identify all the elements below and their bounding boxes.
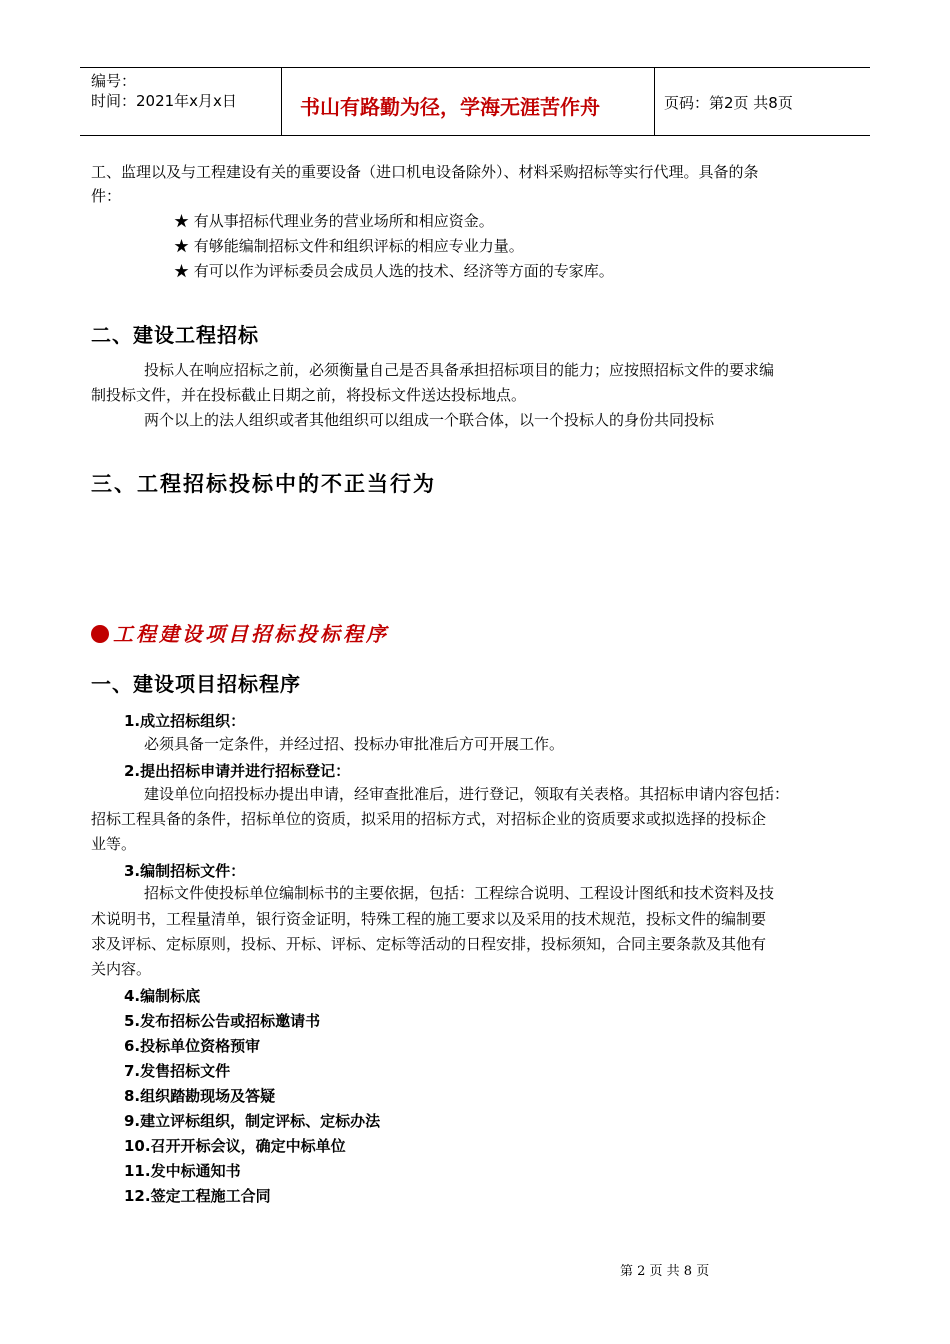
section-heading-2: 二、建设工程招标	[91, 323, 259, 347]
header-divider-right	[654, 67, 655, 136]
step-title: 6.投标单位资格预审	[124, 1037, 261, 1055]
step-text: 招标工程具备的条件，招标单位的资质，拟采用的招标方式，对招标企业的资质要求或拟选择的投标企	[91, 810, 767, 828]
header-motto: 书山有路勤为径，学海无涯苦作舟	[300, 95, 600, 119]
condition-item: ★ 有可以作为评标委员会成员人选的技术、经济等方面的专家库。	[174, 262, 614, 280]
step-title: 9.建立评标组织，制定评标、定标办法	[124, 1112, 381, 1130]
step-title: 3.编制招标文件：	[124, 862, 246, 880]
condition-item: ★ 有从事招标代理业务的营业场所和相应资金。	[174, 212, 494, 230]
step-title: 8.组织踏勘现场及答疑	[124, 1087, 276, 1105]
step-title: 4.编制标底	[124, 987, 201, 1005]
step-title: 7.发售招标文件	[124, 1062, 231, 1080]
procedure-heading: 一、建设项目招标程序	[91, 672, 301, 696]
section2-para1-line2: 制投标文件，并在投标截止日期之前，将投标文件送达投标地点。	[91, 386, 527, 404]
step-title: 5.发布招标公告或招标邀请书	[124, 1012, 321, 1030]
procedure-title-text: 工程建设项目招标投标程序	[113, 622, 389, 646]
step-text: 建设单位向招投标办提出申请，经审查批准后，进行登记，领取有关表格。其招标申请内容包括：	[144, 785, 790, 803]
red-bullet-icon	[91, 625, 109, 643]
section2-para1-line1: 投标人在响应招标之前，必须衡量自己是否具备承担招标项目的能力；应按照招标文件的要求编	[144, 361, 775, 379]
step-text: 必须具备一定条件，并经过招、投标办审批准后方可开展工作。	[144, 735, 565, 753]
step-title: 11.发中标通知书	[124, 1162, 241, 1180]
step-title: 1.成立招标组织：	[124, 712, 246, 730]
step-text: 术说明书，工程量清单，银行资金证明，特殊工程的施工要求以及采用的技术规范，投标文件的编制要	[91, 910, 767, 928]
step-text: 招标文件使投标单位编制标书的主要依据，包括：工程综合说明、工程设计图纸和技术资料及技	[144, 884, 775, 902]
header-divider-left	[281, 67, 282, 136]
header-bottom-rule	[80, 135, 870, 136]
page-footer: 第 2 页 共 8 页	[620, 1264, 710, 1279]
intro-line-2: 件：	[91, 187, 122, 205]
step-title: 10.召开开标会议，确定中标单位	[124, 1137, 346, 1155]
step-text: 求及评标、定标原则，投标、开标、评标、定标等活动的日程安排，投标须知，合同主要条款及其他有	[91, 935, 767, 953]
condition-item: ★ 有够能编制招标文件和组织评标的相应专业力量。	[174, 237, 524, 255]
header-page-label: 页码：第2页 共8页	[664, 94, 793, 112]
doc-date-label: 时间：2021年x月x日	[91, 92, 237, 110]
header-top-rule	[80, 67, 870, 68]
step-text: 业等。	[91, 835, 137, 853]
section-heading-3: 三、工程招标投标中的不正当行为	[91, 472, 436, 496]
intro-line-1: 工、监理以及与工程建设有关的重要设备（进口机电设备除外）、材料采购招标等实行代理。具备的条	[91, 163, 759, 181]
procedure-title	[91, 618, 389, 647]
step-text: 关内容。	[91, 960, 152, 978]
section2-para2: 两个以上的法人组织或者其他组织可以组成一个联合体，以一个投标人的身份共同投标	[144, 411, 715, 429]
step-title: 2.提出招标申请并进行招标登记：	[124, 762, 351, 780]
doc-number-label: 编号：	[91, 72, 137, 90]
step-title: 12.签定工程施工合同	[124, 1187, 271, 1205]
